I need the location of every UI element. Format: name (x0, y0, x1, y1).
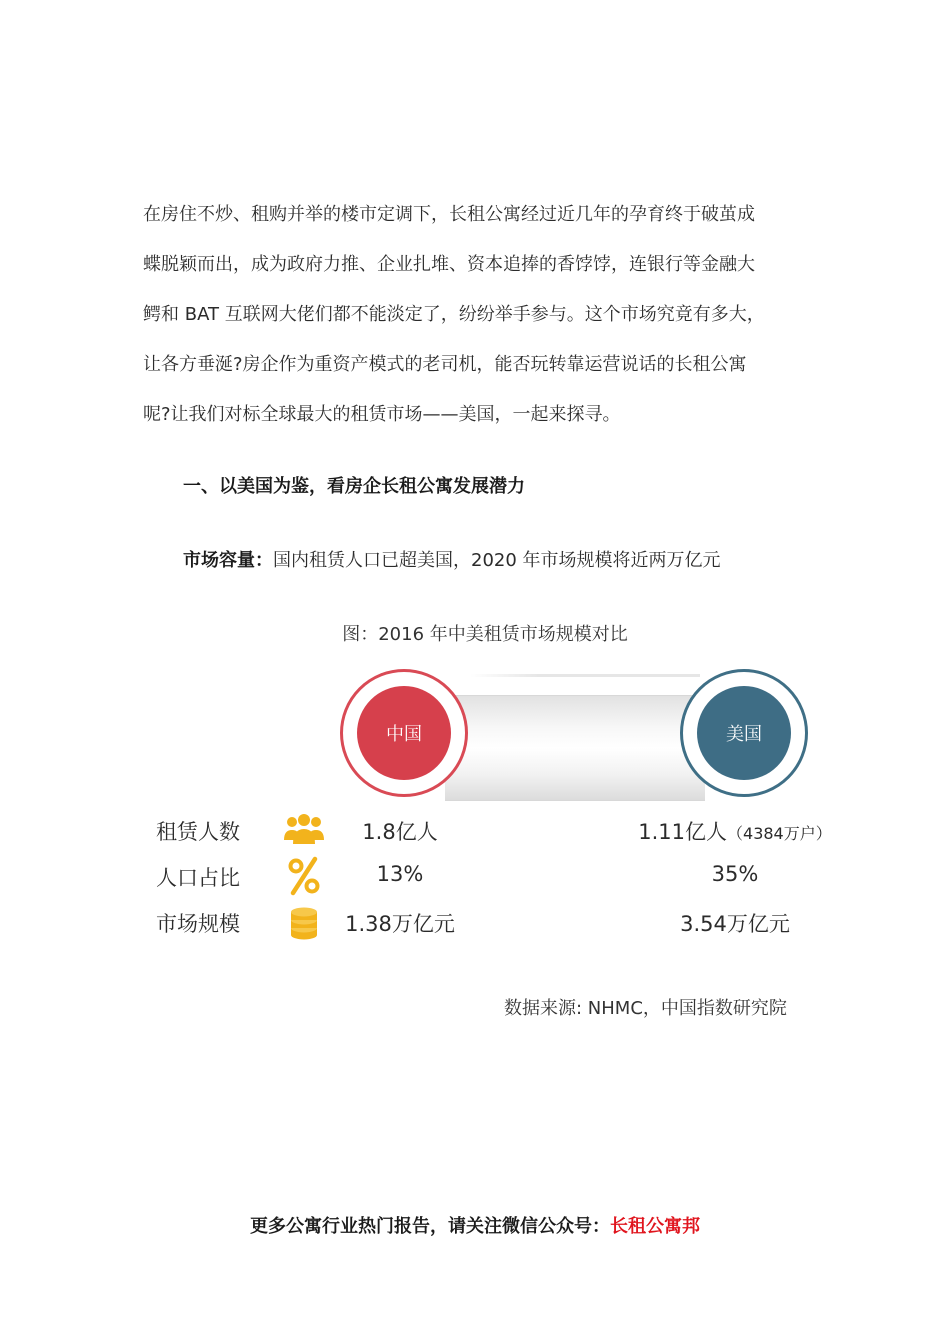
row-label: 人口占比 (156, 866, 240, 890)
intro-line: 在房住不炒、租购并举的楼市定调下，长租公寓经过近几年的孕育终于破茧成 (143, 204, 755, 225)
usa-value: 3.54万亿元 (680, 912, 790, 936)
usa-value-main: 1.11亿人 (638, 820, 728, 844)
market-capacity-text: 国内租赁人口已超美国，2020 年市场规模将近两万亿元 (273, 550, 721, 571)
china-circle (340, 669, 468, 797)
footer-brand: 长租公寓邦 (610, 1216, 700, 1237)
row-market-size (140, 902, 860, 942)
coins-icon (282, 902, 326, 942)
usa-label: 美国 (697, 686, 791, 780)
china-value: 1.8亿人 (362, 820, 438, 844)
row-population-share (140, 856, 860, 896)
footer-text: 更多公寓行业热门报告，请关注微信公众号： (250, 1216, 610, 1237)
comparison-infographic (140, 660, 860, 960)
market-capacity-lead: 市场容量： (183, 550, 273, 571)
top-arrow-line (470, 674, 700, 677)
footer-promo (0, 1212, 950, 1238)
usa-value-note: （4384万户） (727, 824, 832, 843)
usa-value (610, 816, 860, 846)
row-label: 市场规模 (156, 912, 240, 936)
people-icon (282, 810, 326, 850)
comparison-band (445, 695, 705, 801)
percent-icon (282, 856, 326, 896)
row-renters (140, 810, 860, 850)
usa-circle (680, 669, 808, 797)
figure-caption (0, 620, 950, 646)
intro-line: 蝶脱颖而出，成为政府力推、企业扎堆、资本追捧的香饽饽，连银行等金融大 (143, 254, 755, 275)
row-label: 租赁人数 (156, 820, 240, 844)
usa-value: 35% (711, 862, 759, 886)
intro-line: 鳄和 BAT 互联网大佬们都不能淡定了，纷纷举手参与。这个市场究竟有多大， (143, 304, 765, 325)
china-value: 1.38万亿元 (345, 912, 455, 936)
section-heading: 一、以美国为鉴，看房企长租公寓发展潜力 (183, 476, 525, 497)
china-label: 中国 (357, 686, 451, 780)
intro-paragraph (143, 190, 813, 440)
intro-line: 让各方垂涎?房企作为重资产模式的老司机，能否玩转靠运营说话的长租公寓 (143, 354, 747, 375)
intro-line: 呢?让我们对标全球最大的租赁市场——美国，一起来探寻。 (143, 404, 621, 425)
figure-caption-text: 图：2016 年中美租赁市场规模对比 (342, 624, 628, 645)
market-capacity-line (183, 546, 721, 572)
china-value: 13% (376, 862, 424, 886)
data-source: 数据来源: NHMC，中国指数研究院 (504, 998, 787, 1019)
